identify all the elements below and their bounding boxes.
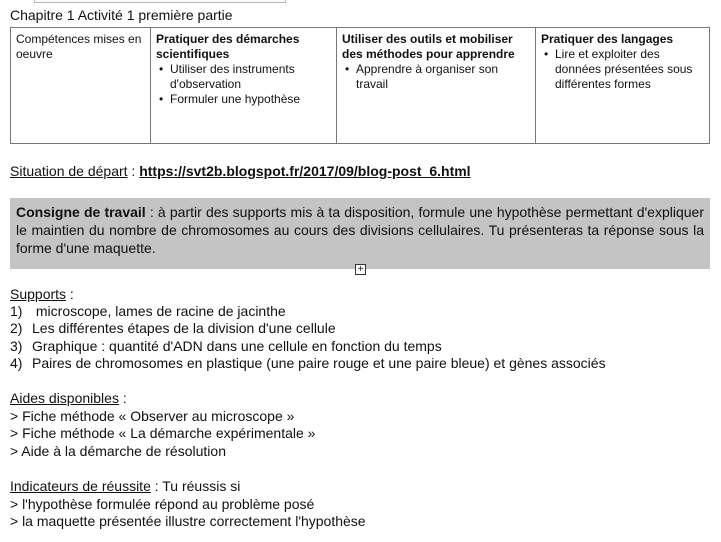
competence-list <box>156 62 331 107</box>
indicateurs-suffix: : Tu réussis si <box>150 478 241 494</box>
table-row <box>11 28 710 144</box>
situation-separator: : <box>127 163 140 179</box>
item-number: 3) <box>10 338 23 354</box>
competences-row-label: Compétences mises en oeuvre <box>11 28 151 144</box>
list-item: • Formuler une hypothèse <box>170 92 331 107</box>
list-item <box>10 338 442 355</box>
list-item: > Aide à la démarche de résolution <box>10 443 226 459</box>
competence-list <box>541 47 704 92</box>
list-item: • Utiliser des instruments d'observation <box>170 62 331 92</box>
consigne-label: Consigne de travail <box>16 204 146 220</box>
list-item <box>10 355 606 372</box>
list-item: > la maquette présentée illustre correctement l'hypothèse <box>10 513 366 529</box>
item-number: 4) <box>10 355 23 371</box>
supports-title: Supports <box>10 286 67 302</box>
competence-column <box>536 28 710 144</box>
column-heading: Pratiquer des démarches scientifiques <box>156 32 300 61</box>
competence-column <box>151 28 337 144</box>
list-item: > Fiche méthode « Observer au microscope » <box>10 408 295 424</box>
column-heading: Utiliser des outils et mobiliser des méthodes pour apprendre <box>342 32 515 61</box>
supports-suffix: : <box>66 286 74 302</box>
aides-suffix: : <box>118 390 127 406</box>
item-text: Paires de chromosomes en plastique (une paire rouge et une paire bleue) et gènes associés <box>32 355 606 371</box>
item-text: Graphique : quantité d'ADN dans une cellule en fonction du temps <box>32 338 442 354</box>
situation-link[interactable]: https://svt2b.blogspot.fr/2017/09/blog-post_6.html <box>139 163 471 179</box>
situation-label: Situation de départ <box>10 163 128 179</box>
supports-heading <box>10 286 74 303</box>
item-number: 1) <box>10 303 23 319</box>
list-item: > Fiche méthode « La démarche expérimentale » <box>10 425 316 441</box>
situation-line <box>10 163 471 180</box>
competences-table <box>10 27 710 144</box>
competence-column <box>337 28 536 144</box>
item-number: 2) <box>10 320 23 336</box>
consigne-text: : à partir des supports mis à ta disposition, formule une hypothèse permettant d'expliquer le maintien du nombre de chromosomes au cours des divisions cellulaires. Tu présenteras ta réponse sous la forme d'une maquette. <box>16 204 704 256</box>
column-heading: Pratiquer des langages <box>541 32 674 46</box>
competence-list <box>342 62 530 92</box>
aides-heading <box>10 390 127 407</box>
consigne-box <box>10 198 710 269</box>
list-item <box>10 303 286 320</box>
cropped-top-element <box>34 0 286 3</box>
item-text: Les différentes étapes de la division d'une cellule <box>32 320 336 336</box>
list-item: > l'hypothèse formulée répond au problème posé <box>10 496 315 512</box>
item-text: microscope, lames de racine de jacinthe <box>32 303 286 319</box>
indicateurs-title: Indicateurs de réussite <box>10 478 151 494</box>
chapter-title: Chapitre 1 Activité 1 première partie <box>10 7 233 23</box>
list-item <box>10 320 336 337</box>
table-move-handle-icon[interactable]: + <box>355 264 366 275</box>
indicateurs-heading <box>10 478 240 495</box>
list-item: • Lire et exploiter des données présentées sous différentes formes <box>555 47 704 92</box>
aides-title: Aides disponibles <box>10 390 119 406</box>
list-item: • Apprendre à organiser son travail <box>356 62 530 92</box>
